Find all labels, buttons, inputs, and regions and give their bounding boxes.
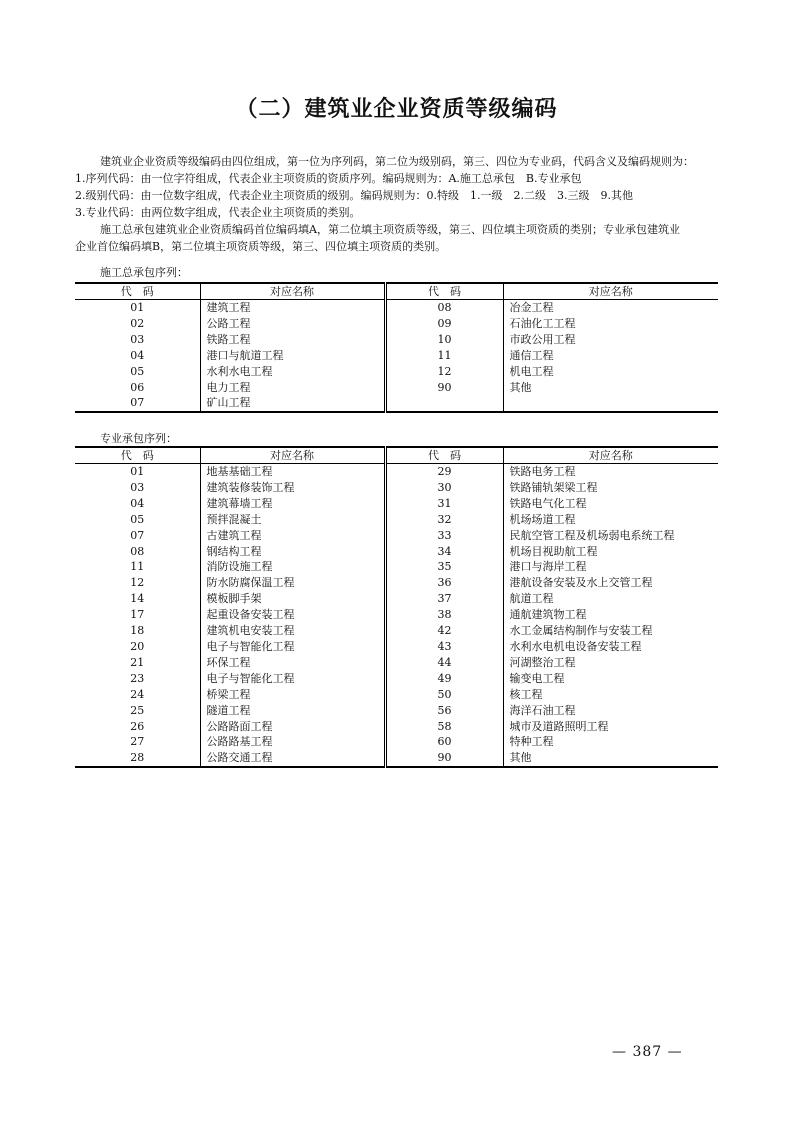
intro-paragraph: 施工总承包建筑业企业资质编码首位编码填A，第二位填主项资质等级，第三、四位填主项资质的类别；专业承包建筑业 xyxy=(100,223,680,236)
name-cell: 核工程 xyxy=(509,687,543,701)
code-cell: 08 xyxy=(75,544,200,560)
name-cell: 电子与智能化工程 xyxy=(200,639,385,655)
name-cell: 航道工程 xyxy=(509,592,554,606)
code-cell: 28 xyxy=(75,750,200,767)
code-cell: 33 xyxy=(385,528,503,544)
name-cell: 钢结构工程 xyxy=(200,544,385,560)
code-cell: 07 xyxy=(75,528,200,544)
code-cell: 29 xyxy=(385,464,503,480)
table-row xyxy=(75,671,718,687)
code-cell: 05 xyxy=(75,364,200,380)
code-cell: 04 xyxy=(75,496,200,512)
code-cell: 25 xyxy=(75,703,200,719)
code-cell: 38 xyxy=(385,607,503,623)
table-row xyxy=(75,559,718,575)
page-title: （二）建筑业企业资质等级编码 xyxy=(235,97,558,122)
code-cell: 90 xyxy=(385,380,503,396)
code-cell: 23 xyxy=(75,671,200,687)
name-cell: 公路路面工程 xyxy=(200,719,385,735)
table-row xyxy=(75,639,718,655)
name-cell: 建筑装修装饰工程 xyxy=(200,480,385,496)
name-cell: 铁路铺轨架梁工程 xyxy=(509,480,598,494)
code-cell: 21 xyxy=(75,655,200,671)
table-row xyxy=(75,528,718,544)
table-row xyxy=(75,316,718,332)
name-cell: 铁路电气化工程 xyxy=(509,496,587,510)
page-number: — 387 — xyxy=(612,1044,683,1060)
code-cell: 11 xyxy=(75,559,200,575)
name-cell: 建筑幕墙工程 xyxy=(200,496,385,512)
name-cell: 起重设备安装工程 xyxy=(200,607,385,623)
header-code: 代 码 xyxy=(385,447,503,464)
intro-paragraph-continued: 企业首位编码填B，第二位填主项资质等级，第三、四位填主项资质的类别。 xyxy=(75,240,447,253)
name-cell: 港口与海岸工程 xyxy=(509,560,587,574)
table-row xyxy=(75,512,718,528)
code-cell: 01 xyxy=(75,464,200,480)
table-row xyxy=(75,623,718,639)
code-cell: 18 xyxy=(75,623,200,639)
table-row xyxy=(75,734,718,750)
name-cell: 河湖整治工程 xyxy=(509,655,576,669)
name-cell: 矿山工程 xyxy=(200,395,385,412)
table-row xyxy=(75,480,718,496)
code-cell: 36 xyxy=(385,575,503,591)
general-contracting-table xyxy=(75,282,718,413)
specialty-contracting-table xyxy=(75,446,718,768)
intro-rule-specialty: 3.专业代码：由两位数字组成，代表企业主项资质的类别。 xyxy=(75,206,361,219)
name-cell: 消防设施工程 xyxy=(200,559,385,575)
header-code: 代 码 xyxy=(75,283,200,300)
name-cell: 港口与航道工程 xyxy=(200,348,385,364)
table-row xyxy=(75,464,718,480)
name-cell: 模板脚手架 xyxy=(200,591,385,607)
intro-text xyxy=(75,153,740,255)
code-cell: 10 xyxy=(385,332,503,348)
header-name: 对应名称 xyxy=(200,447,385,464)
name-cell: 石油化工工程 xyxy=(509,316,576,330)
table-row xyxy=(75,496,718,512)
code-cell: 30 xyxy=(385,480,503,496)
code-cell: 03 xyxy=(75,332,200,348)
name-cell: 隧道工程 xyxy=(200,703,385,719)
name-cell: 公路路基工程 xyxy=(200,734,385,750)
code-cell: 32 xyxy=(385,512,503,528)
header-name: 对应名称 xyxy=(588,285,633,298)
header-code: 代 码 xyxy=(385,283,503,300)
table-row xyxy=(75,332,718,348)
name-cell: 防水防腐保温工程 xyxy=(200,575,385,591)
name-cell: 地基基础工程 xyxy=(200,464,385,480)
code-cell: 56 xyxy=(385,703,503,719)
code-cell: 31 xyxy=(385,496,503,512)
code-cell: 12 xyxy=(75,575,200,591)
code-cell: 20 xyxy=(75,639,200,655)
name-cell xyxy=(503,395,718,412)
code-cell: 90 xyxy=(385,750,503,767)
code-cell: 03 xyxy=(75,480,200,496)
code-cell: 09 xyxy=(385,316,503,332)
name-cell: 预拌混凝土 xyxy=(200,512,385,528)
name-cell: 公路交通工程 xyxy=(200,750,385,767)
table-row xyxy=(75,750,718,767)
header-name: 对应名称 xyxy=(588,449,633,462)
code-cell: 07 xyxy=(75,395,200,412)
name-cell: 机场目视助航工程 xyxy=(509,544,598,558)
name-cell: 通信工程 xyxy=(509,348,554,362)
code-cell: 14 xyxy=(75,591,200,607)
table-row xyxy=(75,544,718,560)
table-row xyxy=(75,607,718,623)
code-cell: 35 xyxy=(385,559,503,575)
intro-paragraph: 建筑业企业资质等级编码由四位组成，第一位为序列码，第二位为级别码，第三、四位为专业码，代码含义及编码规则为： xyxy=(100,155,694,168)
name-cell: 电力工程 xyxy=(200,380,385,396)
name-cell: 水工金属结构制作与安装工程 xyxy=(509,624,653,638)
table-row xyxy=(75,655,718,671)
name-cell: 水利水电工程 xyxy=(200,364,385,380)
name-cell: 特种工程 xyxy=(509,735,554,749)
code-cell: 26 xyxy=(75,719,200,735)
code-cell: 42 xyxy=(385,623,503,639)
intro-rule-sequence: 1.序列代码：由一位字符组成，代表企业主项资质的资质序列。编码规则为：A.施工总承包 B.专业承包 xyxy=(75,172,582,185)
name-cell: 机电工程 xyxy=(509,364,554,378)
name-cell: 电子与智能化工程 xyxy=(200,671,385,687)
code-cell: 01 xyxy=(75,300,200,316)
code-cell: 44 xyxy=(385,655,503,671)
code-cell xyxy=(385,395,503,412)
name-cell: 民航空管工程及机场弱电系统工程 xyxy=(509,528,675,542)
name-cell: 市政公用工程 xyxy=(509,332,576,346)
table-header-row xyxy=(75,447,718,464)
name-cell: 铁路电务工程 xyxy=(509,465,576,478)
table-row xyxy=(75,380,718,396)
table-row xyxy=(75,300,718,316)
name-cell: 海洋石油工程 xyxy=(509,703,576,717)
code-cell: 49 xyxy=(385,671,503,687)
code-cell: 37 xyxy=(385,591,503,607)
name-cell: 机场场道工程 xyxy=(509,512,576,526)
name-cell: 桥梁工程 xyxy=(200,687,385,703)
code-cell: 24 xyxy=(75,687,200,703)
name-cell: 港航设备安装及水上交管工程 xyxy=(509,576,653,590)
code-cell: 17 xyxy=(75,607,200,623)
code-cell: 60 xyxy=(385,734,503,750)
table-header-row xyxy=(75,283,718,300)
name-cell: 其他 xyxy=(509,751,532,765)
name-cell: 城市及道路照明工程 xyxy=(509,719,609,733)
name-cell: 公路工程 xyxy=(200,316,385,332)
table-row xyxy=(75,719,718,735)
code-cell: 02 xyxy=(75,316,200,332)
code-cell: 43 xyxy=(385,639,503,655)
name-cell: 建筑机电安装工程 xyxy=(200,623,385,639)
table-row xyxy=(75,591,718,607)
name-cell: 其他 xyxy=(509,380,532,394)
intro-rule-level: 2.级别代码：由一位数字组成，代表企业主项资质的级别。编码规则为：0.特级 1.一级 2.二级 3.三级 9.其他 xyxy=(75,189,633,202)
table2-caption: 专业承包序列： xyxy=(100,432,177,445)
code-cell: 27 xyxy=(75,734,200,750)
code-cell: 04 xyxy=(75,348,200,364)
code-cell: 58 xyxy=(385,719,503,735)
table-row xyxy=(75,395,718,412)
name-cell: 冶金工程 xyxy=(509,301,554,314)
code-cell: 12 xyxy=(385,364,503,380)
table1-caption: 施工总承包序列： xyxy=(100,266,188,279)
table-row xyxy=(75,703,718,719)
table-row xyxy=(75,687,718,703)
name-cell: 环保工程 xyxy=(200,655,385,671)
code-cell: 08 xyxy=(385,300,503,316)
code-cell: 06 xyxy=(75,380,200,396)
table-row xyxy=(75,575,718,591)
name-cell: 建筑工程 xyxy=(200,300,385,316)
header-code: 代 码 xyxy=(75,447,200,464)
code-cell: 34 xyxy=(385,544,503,560)
name-cell: 古建筑工程 xyxy=(200,528,385,544)
code-cell: 11 xyxy=(385,348,503,364)
name-cell: 通航建筑物工程 xyxy=(509,608,587,622)
table-row xyxy=(75,348,718,364)
name-cell: 水利水电机电设备安装工程 xyxy=(509,639,642,653)
name-cell: 铁路工程 xyxy=(200,332,385,348)
code-cell: 50 xyxy=(385,687,503,703)
name-cell: 输变电工程 xyxy=(509,671,565,685)
code-cell: 05 xyxy=(75,512,200,528)
header-name: 对应名称 xyxy=(200,283,385,300)
table-row xyxy=(75,364,718,380)
